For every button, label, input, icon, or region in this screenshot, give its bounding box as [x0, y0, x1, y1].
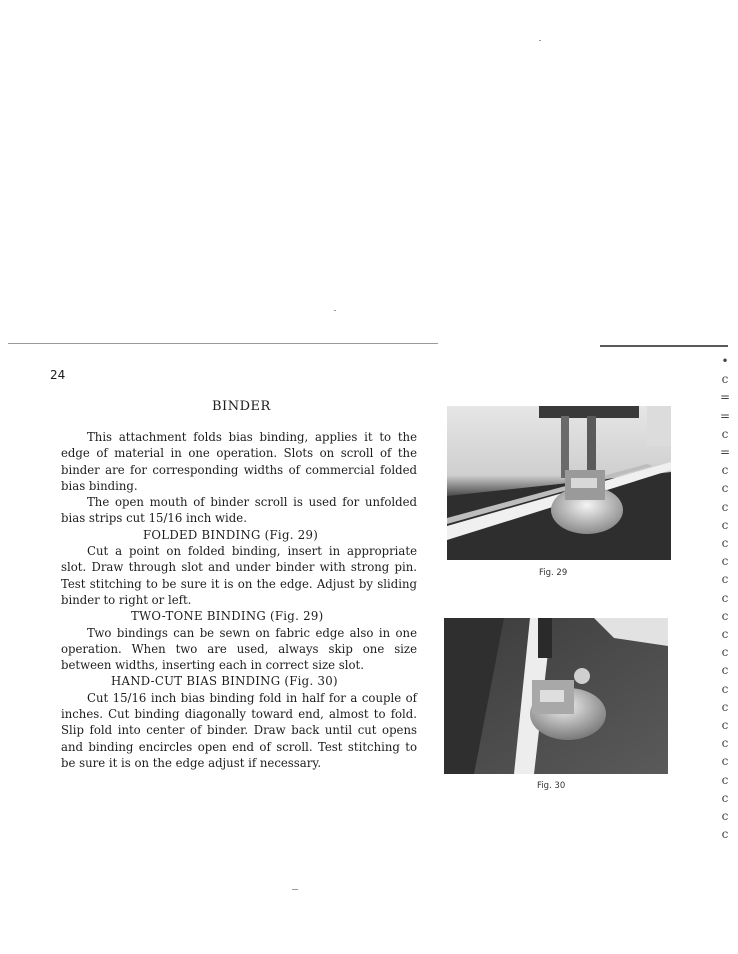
paragraph: Two bindings can be sewn on fabric edge also in one operation. When two are used, always skip one size between widths, inserting each in correct size slot.: [61, 625, 417, 673]
scan-speck: [334, 310, 336, 311]
paragraph: This attachment folds bias binding, applies it to the edge of material in one operation. Slots on scroll of the binder are for corresponding widths of commercial folded bias binding.: [61, 430, 417, 493]
binding-holes-decoration: • c = = c = c c c c c c c c c c c c c c c c c c c c c: [719, 354, 731, 842]
figure-30-caption: Fig. 30: [537, 781, 566, 791]
figure-30-photo: [444, 618, 668, 774]
subheading: TWO-TONE BINDING (Fig. 29): [131, 609, 324, 624]
top-divider-line: [8, 343, 438, 344]
paragraph: Cut 15/16 inch bias binding fold in half for a couple of inches. Cut binding diagonally toward end, almost to fold. Slip fold into center of binder. Draw back until cut opens and binding encircles open end of scroll. Test stitching to be sure it is on the edge adjust if necessary.: [61, 690, 417, 770]
subheading: FOLDED BINDING (Fig. 29): [143, 527, 319, 542]
figure-29-caption: Fig. 29: [539, 568, 568, 578]
scan-speck: [292, 889, 298, 890]
section-title: BINDER: [212, 399, 271, 414]
subheading: HAND-CUT BIAS BINDING (Fig. 30): [111, 674, 338, 689]
body-text: [61, 429, 417, 771]
figure-29-photo: [447, 406, 671, 560]
scan-speck: [539, 40, 541, 41]
top-divider-line-right: [600, 345, 728, 347]
paragraph: Cut a point on folded binding, insert in appropriate slot. Draw through slot and under binder with strong pin. Test stitching to be sure it is on the edge. Adjust by sliding binder to right or left.: [61, 544, 417, 607]
paragraph: The open mouth of binder scroll is used for unfolded bias strips cut 15/16 inch wide.: [61, 495, 417, 526]
page-number: 24: [50, 368, 66, 382]
